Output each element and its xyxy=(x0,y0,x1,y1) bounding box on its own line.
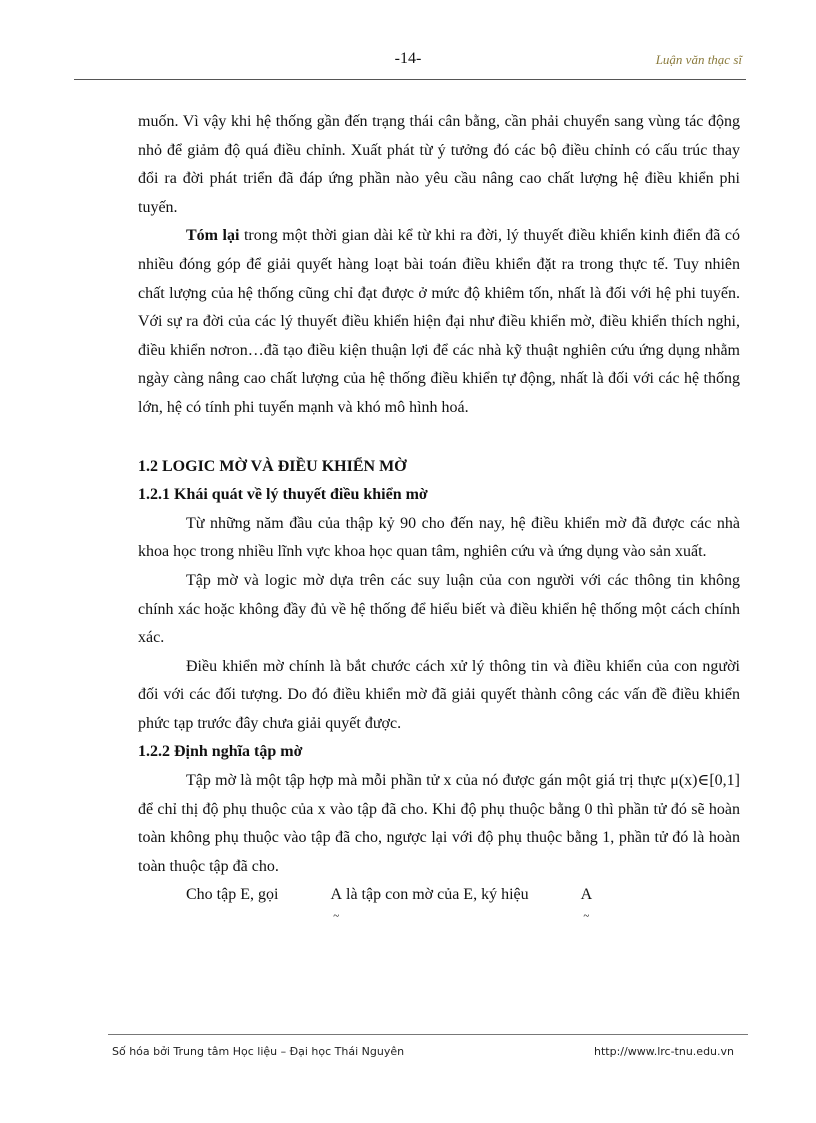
paragraph-continuation: muốn. Vì vậy khi hệ thống gần đến trạng thái cân bằng, cần phải chuyển sang vùng tác động nhỏ để giảm độ quá điều chỉnh. Xuất phát từ ý tưởng đó các bộ điều chỉnh có cấu trúc thay đổi ra đời phát triển đã đáp ứng phần nào yêu cầu nâng cao chất lượng hệ điều khiển phi tuyến. xyxy=(138,113,740,216)
fuzzy-set-symbol: A ~ xyxy=(282,881,342,911)
paragraph-summary xyxy=(138,222,740,422)
subsection-heading-1-2-1: 1.2.1 Khái quát về lý thuyết điều khiển mờ xyxy=(138,486,428,504)
document-body xyxy=(138,108,740,911)
fuzzy-subset-text-b: là tập con mờ của E, ký hiệu xyxy=(342,886,533,904)
page-number: -14- xyxy=(394,50,422,67)
paragraph-fuzzy-subset xyxy=(138,881,740,911)
paragraph-fuzzy-logic: Tập mờ và logic mờ dựa trên các suy luận của con người với các thông tin không chính xác hoặc không đầy đủ về hệ thống để hiểu biết và điều khiển hệ thống một cách chính xác. xyxy=(138,571,740,647)
summary-text: trong một thời gian dài kể từ khi ra đời, lý thuyết điều khiển kinh điển đã có nhiều đóng góp để giải quyết hàng loạt bài toán điều khiển đặt ra trong thực tế. Tuy nhiên chất lượng của hệ thống cũng chỉ đạt được ở mức độ khiêm tốn, nhất là đối với hệ phi tuyến. Với sự ra đời của các lý thuyết điều khiển hiện đại như điều khiển mờ, điều khiển thích nghi, điều khiển nơron…đã tạo điều kiện thuận lợi để các nhà kỹ thuật nghiên cứu ứng dụng nhằm ngày càng nâng cao chất lượng của hệ thống điều khiển tự động, nhất là đối với các hệ thống lớn, hệ có tính phi tuyến mạnh và khó mô hình hoá. xyxy=(138,227,740,416)
subsection-heading-1-2-2: 1.2.2 Định nghĩa tập mờ xyxy=(138,743,303,761)
footer-credit: Số hóa bởi Trung tâm Học liệu – Đại học Thái Nguyên xyxy=(112,1045,405,1058)
fuzzy-set-symbol-2: A ~ xyxy=(533,881,593,911)
header-divider xyxy=(74,79,746,80)
paragraph-fuzzy-control: Điều khiển mờ chính là bắt chước cách xử lý thông tin và điều khiển của con người đối với các đối tượng. Do đó điều khiển mờ đã giải quyết thành công các vấn đề điều khiển phức tạp trước đây chưa giải quyết được. xyxy=(138,657,740,732)
paragraph-overview: Từ những năm đầu của thập kỷ 90 cho đến nay, hệ điều khiển mờ đã được các nhà khoa học trong nhiều lĩnh vực khoa học quan tâm, nghiên cứu và ứng dụng vào sản xuất. xyxy=(138,514,740,561)
section-heading-1-2: 1.2 LOGIC MỜ VÀ ĐIỀU KHIỂN MỜ xyxy=(138,457,407,475)
footer-url: http://www.lrc-tnu.edu.vn xyxy=(594,1045,734,1058)
footer-divider xyxy=(108,1034,748,1035)
fuzzy-subset-text-a: Cho tập E, gọi xyxy=(186,886,283,904)
running-title: Luận văn thạc sĩ xyxy=(655,52,742,67)
paragraph-fuzzy-set-definition: Tập mờ là một tập hợp mà mỗi phần tử x của nó được gán một giá trị thực μ(x)∈[0,1] để chỉ thị độ phụ thuộc của x vào tập đã cho. Khi độ phụ thuộc bằng 0 thì phần tử đó sẽ hoàn toàn không phụ thuộc vào tập đã cho, ngược lại với độ phụ thuộc bằng 1, phần tử đó là hoàn toàn thuộc tập đã cho. xyxy=(138,772,740,875)
summary-lead: Tóm lại xyxy=(186,227,240,245)
